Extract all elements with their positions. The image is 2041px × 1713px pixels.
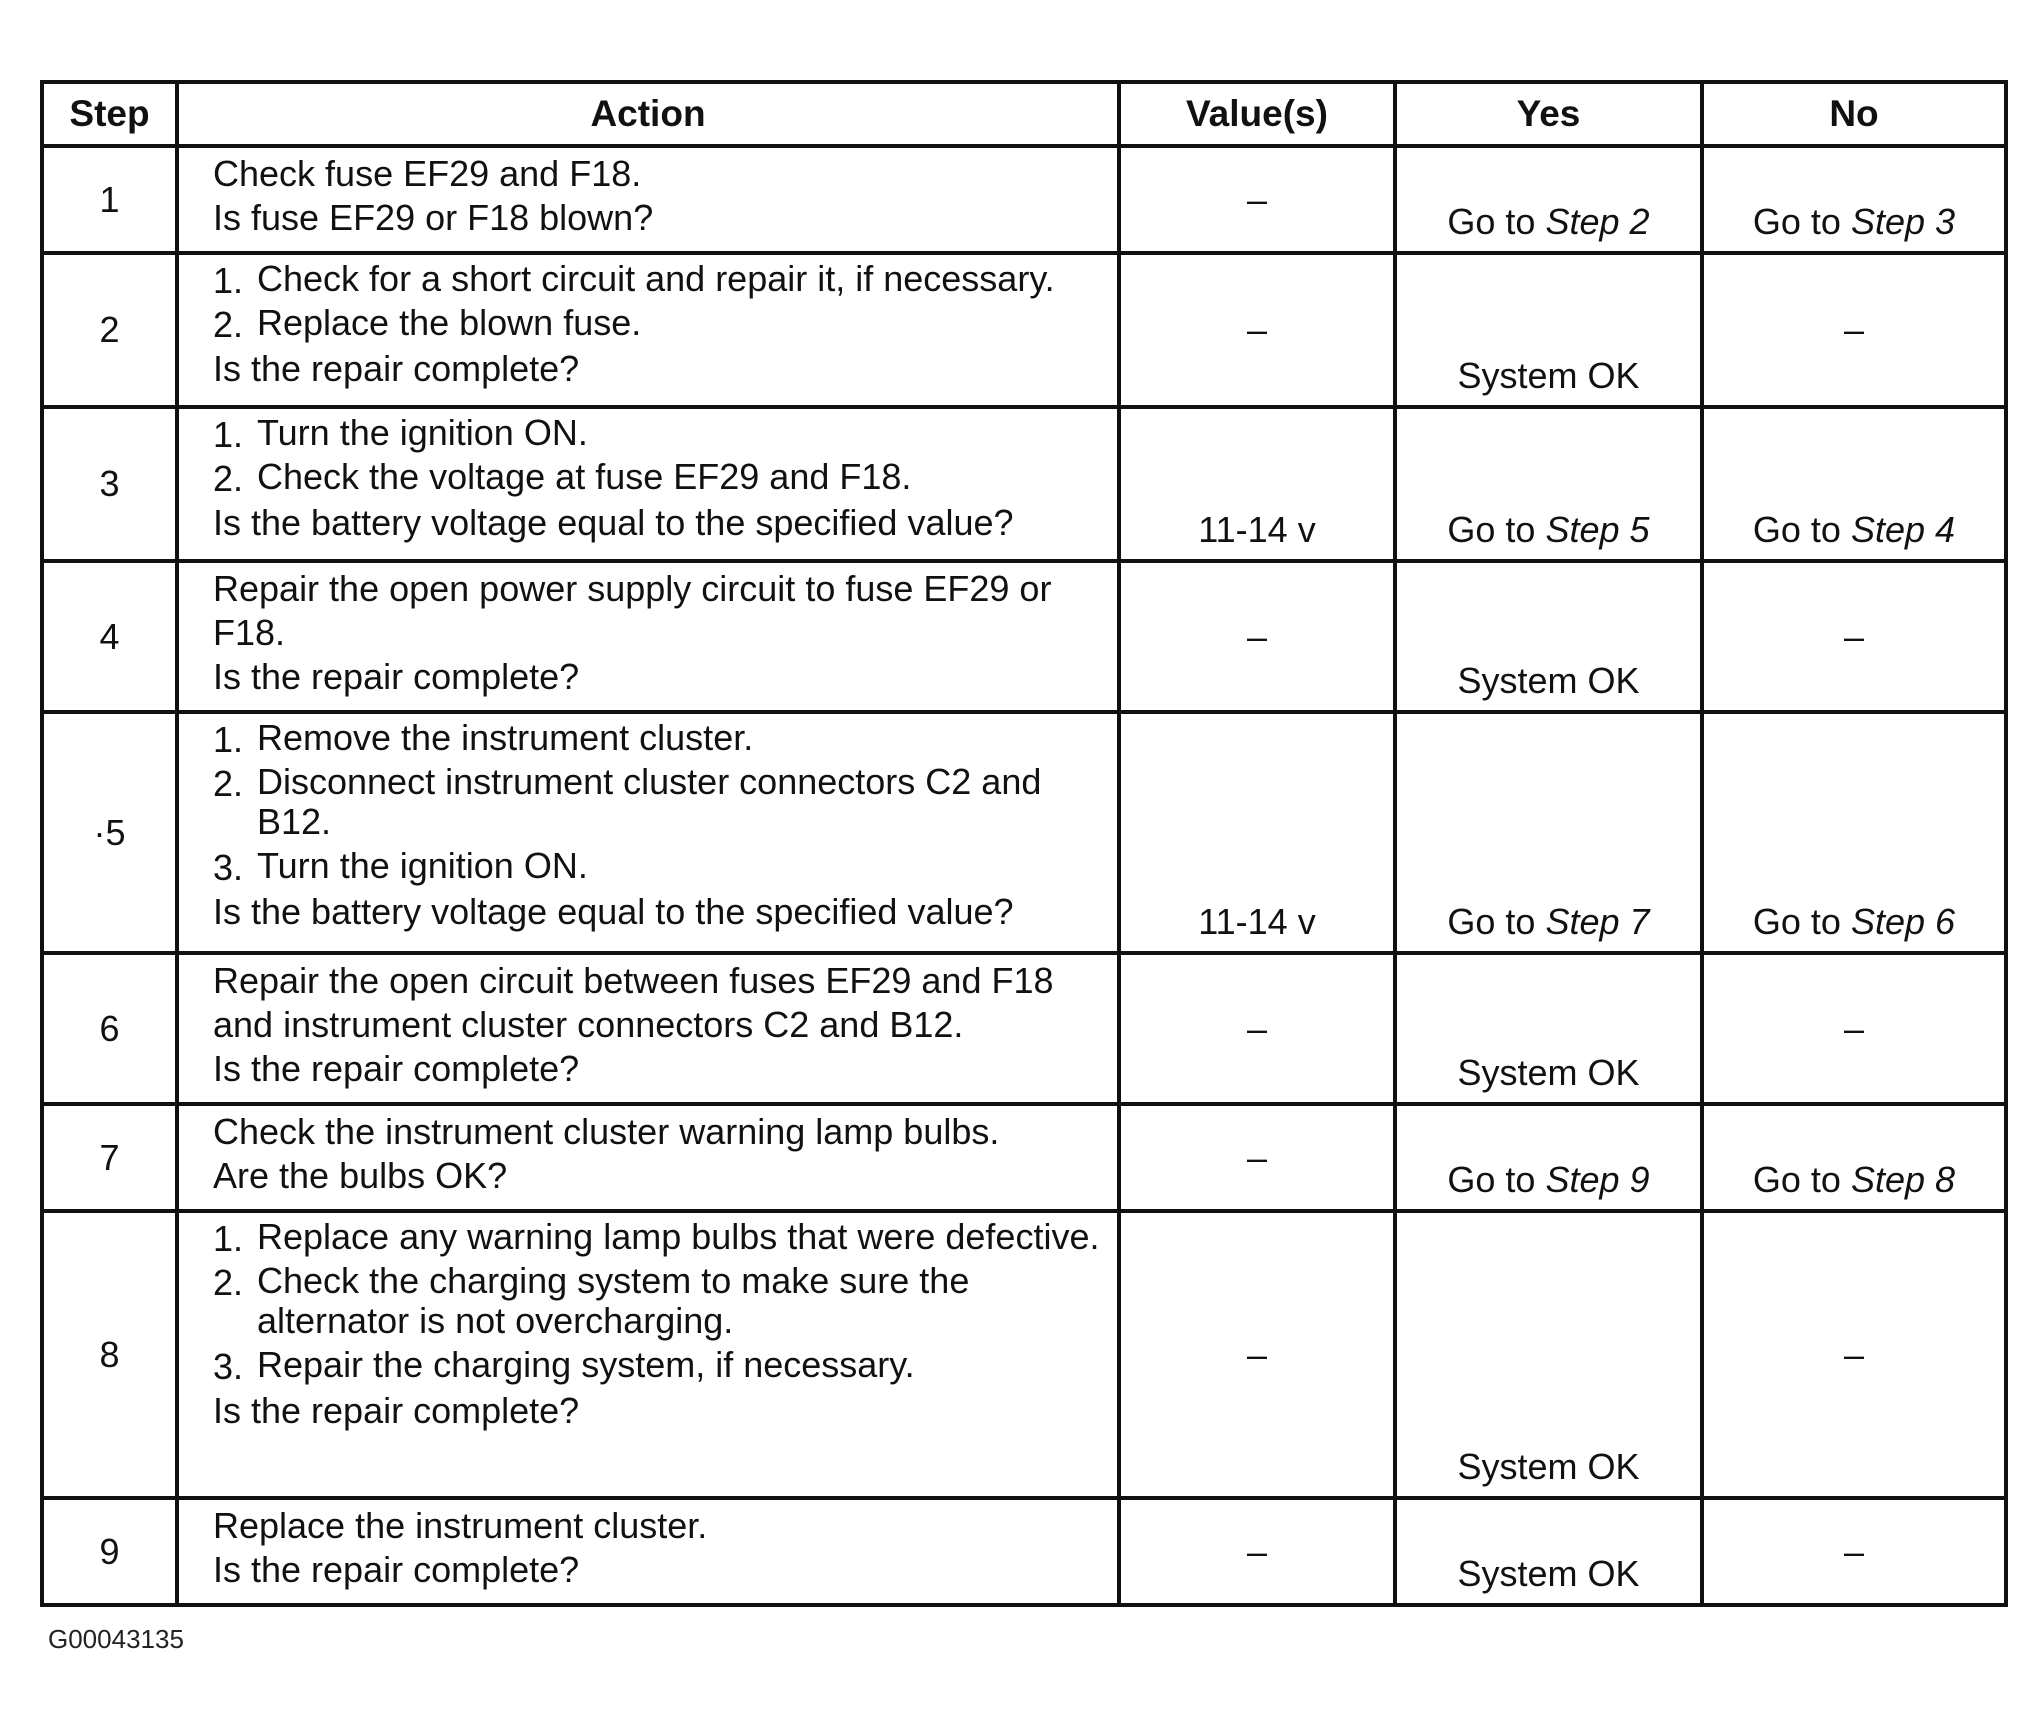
yes-result-text: System OK <box>1457 1052 1640 1093</box>
action-list-item <box>213 259 1103 303</box>
action-item-number: 1. <box>213 719 244 760</box>
action-item-text: Disconnect instrument cluster connectors C2 and B12. <box>257 761 1042 842</box>
action-item-number: 1. <box>213 414 244 455</box>
header-row <box>42 82 2006 146</box>
yes-step-ref: Step 9 <box>1545 1159 1650 1200</box>
action-item-number: 2. <box>213 763 244 804</box>
header-no: No <box>1702 82 2006 146</box>
no-goto-prefix: Go to <box>1752 509 1841 550</box>
no-result-text: – <box>1843 309 1865 350</box>
table-body <box>42 146 2006 1605</box>
action-question: Is the repair complete? <box>213 1048 580 1089</box>
value-cell: – <box>1119 1104 1395 1211</box>
action-list-item <box>213 762 1103 846</box>
table-row <box>42 1211 2006 1498</box>
yes-result-text: System OK <box>1457 1446 1640 1487</box>
action-cell <box>177 253 1119 407</box>
yes-result-text: System OK <box>1457 355 1640 396</box>
action-item-text: Replace the blown fuse. <box>257 302 642 343</box>
action-item-text: Repair the charging system, if necessary. <box>257 1344 915 1385</box>
no-cell <box>1702 561 2006 712</box>
table-row <box>42 407 2006 561</box>
yes-cell <box>1395 712 1702 953</box>
action-question: Is the repair complete? <box>213 656 580 697</box>
yes-step-ref: Step 5 <box>1545 509 1650 550</box>
step-number: 7 <box>42 1104 177 1211</box>
no-cell <box>1702 712 2006 953</box>
value-cell: – <box>1119 953 1395 1104</box>
yes-cell <box>1395 1211 1702 1498</box>
value-cell: – <box>1119 1211 1395 1498</box>
step-number: 3 <box>42 407 177 561</box>
action-question: Is the repair complete? <box>213 348 580 389</box>
step-number: ·5 <box>42 712 177 953</box>
no-cell <box>1702 1498 2006 1605</box>
yes-cell <box>1395 407 1702 561</box>
no-cell <box>1702 953 2006 1104</box>
action-text: Repair the open power supply circuit to fuse EF29 or F18. <box>213 568 1052 653</box>
action-item-number: 1. <box>213 260 244 301</box>
action-list-item <box>213 1345 1103 1389</box>
action-cell <box>177 712 1119 953</box>
action-list-item <box>213 718 1103 762</box>
no-result-text: – <box>1843 1333 1865 1375</box>
action-question: Is the repair complete? <box>213 1549 580 1590</box>
yes-cell <box>1395 1104 1702 1211</box>
yes-cell <box>1395 953 1702 1104</box>
action-item-text: Check the voltage at fuse EF29 and F18. <box>257 456 912 497</box>
action-list-item <box>213 303 1103 347</box>
action-item-number: 1. <box>213 1218 244 1259</box>
no-step-ref: Step 3 <box>1850 201 1956 242</box>
action-text: Replace the instrument cluster. <box>213 1505 708 1546</box>
table-row <box>42 253 2006 407</box>
action-item-number: 2. <box>213 458 244 499</box>
action-list-item <box>213 1261 1103 1345</box>
action-list-item <box>213 457 1103 501</box>
action-item-number: 3. <box>213 847 244 888</box>
step-number: 2 <box>42 253 177 407</box>
action-question: Is the battery voltage equal to the specified value? <box>213 891 1014 932</box>
header-step: Step <box>42 82 177 146</box>
no-result-text: – <box>1843 1530 1865 1572</box>
yes-goto-prefix: Go to <box>1447 1159 1536 1200</box>
no-result-text: – <box>1843 1007 1865 1049</box>
action-item-text: Check for a short circuit and repair it, if necessary. <box>257 258 1055 299</box>
table-row <box>42 712 2006 953</box>
table-row <box>42 146 2006 253</box>
action-cell <box>177 561 1119 712</box>
yes-cell <box>1395 253 1702 407</box>
no-goto-prefix: Go to <box>1752 901 1841 942</box>
action-list-item <box>213 413 1103 457</box>
step-number: 6 <box>42 953 177 1104</box>
no-step-ref: Step 8 <box>1850 1159 1956 1200</box>
diagnostic-table <box>40 80 2008 1607</box>
no-goto-prefix: Go to <box>1752 201 1841 242</box>
action-item-text: Replace any warning lamp bulbs that were defective. <box>257 1216 1100 1257</box>
table-row <box>42 561 2006 712</box>
table-row <box>42 1498 2006 1605</box>
value-cell: 11-14 v <box>1119 712 1395 953</box>
action-item-number: 2. <box>213 304 244 345</box>
action-cell <box>177 1211 1119 1498</box>
action-item-number: 2. <box>213 1262 244 1303</box>
step-number: 9 <box>42 1498 177 1605</box>
action-question: Is fuse EF29 or F18 blown? <box>213 197 654 238</box>
value-cell: 11-14 v <box>1119 407 1395 561</box>
figure-id: G00043135 <box>48 1624 184 1654</box>
no-cell <box>1702 1104 2006 1211</box>
action-list-item <box>213 1217 1103 1261</box>
value-cell: – <box>1119 561 1395 712</box>
action-item-number: 3. <box>213 1346 244 1387</box>
no-step-ref: Step 4 <box>1850 509 1956 550</box>
action-question: Are the bulbs OK? <box>213 1155 508 1196</box>
action-text: Check the instrument cluster warning lamp bulbs. <box>213 1111 1000 1152</box>
action-cell <box>177 1498 1119 1605</box>
no-step-ref: Step 6 <box>1850 901 1956 942</box>
yes-cell <box>1395 561 1702 712</box>
action-item-text: Check the charging system to make sure the alternator is not overcharging. <box>257 1260 970 1341</box>
yes-goto-prefix: Go to <box>1447 201 1536 242</box>
no-result-text: – <box>1843 615 1865 657</box>
action-list-item <box>213 846 1103 890</box>
yes-step-ref: Step 7 <box>1545 901 1650 942</box>
action-cell <box>177 407 1119 561</box>
action-cell <box>177 1104 1119 1211</box>
action-question: Is the repair complete? <box>213 1390 580 1431</box>
no-goto-prefix: Go to <box>1752 1159 1841 1200</box>
action-item-text: Turn the ignition ON. <box>257 845 588 886</box>
yes-step-ref: Step 2 <box>1545 201 1650 242</box>
action-text: Repair the open circuit between fuses EF29 and F18 and instrument cluster connectors C2 and B12. <box>213 960 1054 1045</box>
no-cell <box>1702 146 2006 253</box>
yes-result-text: System OK <box>1457 1553 1640 1594</box>
header-action: Action <box>177 82 1119 146</box>
no-cell <box>1702 253 2006 407</box>
action-item-text: Turn the ignition ON. <box>257 412 588 453</box>
no-cell <box>1702 1211 2006 1498</box>
yes-cell <box>1395 1498 1702 1605</box>
action-item-text: Remove the instrument cluster. <box>257 717 754 758</box>
action-cell <box>177 146 1119 253</box>
yes-goto-prefix: Go to <box>1447 901 1536 942</box>
table-row <box>42 953 2006 1104</box>
step-number: 4 <box>42 561 177 712</box>
value-cell: – <box>1119 1498 1395 1605</box>
value-cell: – <box>1119 146 1395 253</box>
action-cell <box>177 953 1119 1104</box>
value-cell: – <box>1119 253 1395 407</box>
step-number: 8 <box>42 1211 177 1498</box>
yes-cell <box>1395 146 1702 253</box>
table-row <box>42 1104 2006 1211</box>
yes-result-text: System OK <box>1457 660 1640 701</box>
action-text: Check fuse EF29 and F18. <box>213 153 642 194</box>
no-cell <box>1702 407 2006 561</box>
step-number: 1 <box>42 146 177 253</box>
header-yes: Yes <box>1395 82 1702 146</box>
yes-goto-prefix: Go to <box>1447 509 1536 550</box>
action-question: Is the battery voltage equal to the specified value? <box>213 502 1014 543</box>
header-values: Value(s) <box>1119 82 1395 146</box>
